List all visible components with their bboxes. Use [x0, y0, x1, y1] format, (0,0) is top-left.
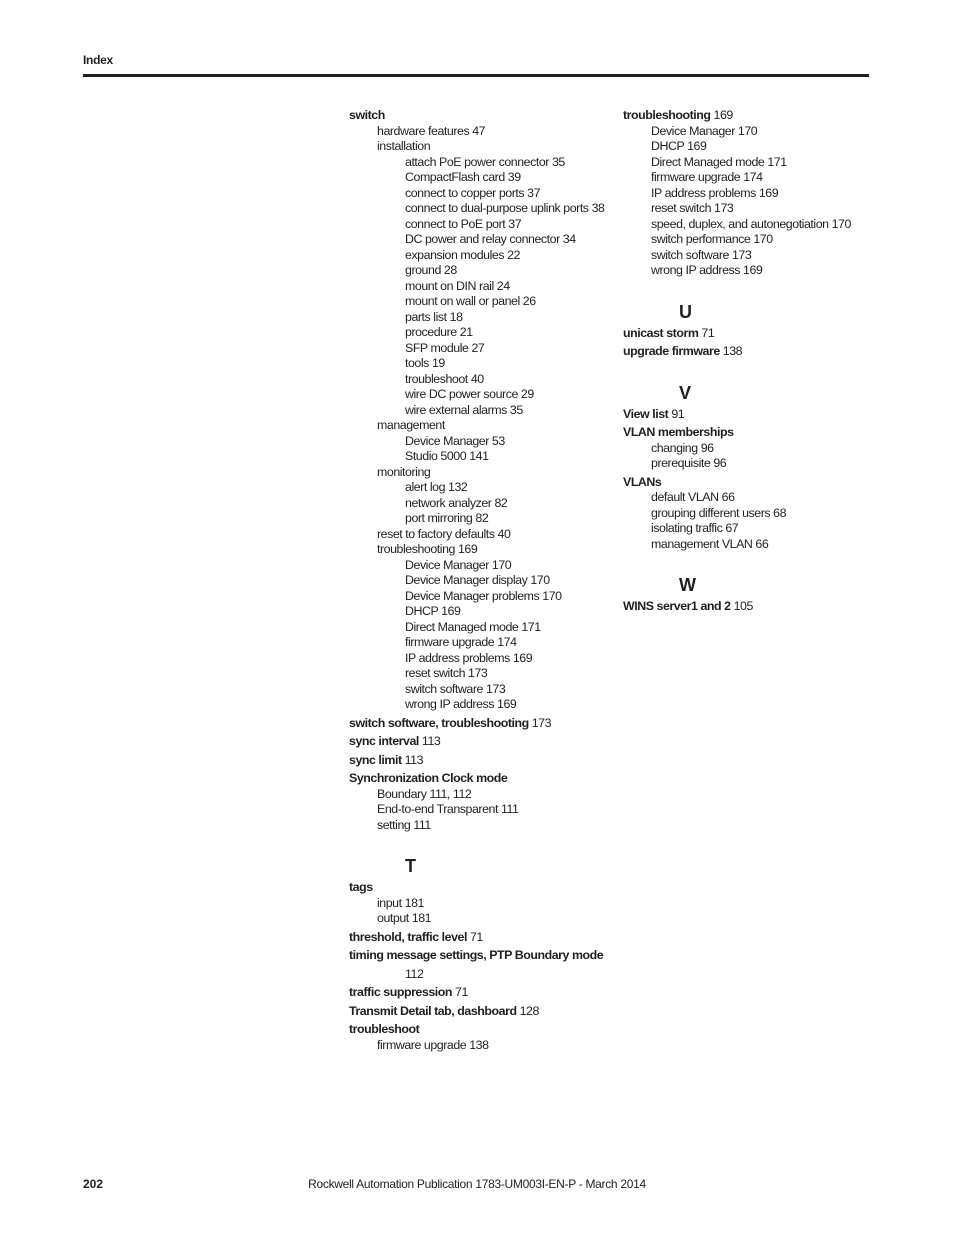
- index-term: traffic suppression: [349, 985, 452, 999]
- index-term: switch software, troubleshooting: [349, 715, 529, 730]
- index-subentry: [349, 896, 619, 912]
- index-term: grouping different users: [651, 505, 771, 520]
- index-subentry: [349, 449, 619, 465]
- index-page-ref[interactable]: 68: [773, 505, 787, 520]
- index-term: VLANs: [623, 474, 662, 489]
- index-subentry: [349, 787, 619, 803]
- index-term: speed, duplex, and autonegotiation: [651, 216, 829, 231]
- index-entry: [623, 599, 893, 615]
- index-page-ref[interactable]: 35: [509, 402, 523, 417]
- index-term: DHCP: [651, 139, 685, 153]
- index-term: Direct Managed mode: [651, 154, 765, 169]
- section-letter: T: [405, 856, 416, 876]
- index-page-ref[interactable]: 35: [551, 154, 565, 169]
- index-entry: [349, 930, 619, 946]
- index-page-ref[interactable]: 40: [470, 371, 484, 386]
- index-entry: [623, 475, 893, 491]
- index-term: firmware upgrade: [405, 635, 495, 649]
- index-subentry: [349, 201, 619, 217]
- index-subentry: [349, 341, 619, 357]
- index-term: wire external alarms: [405, 402, 507, 417]
- index-term: troubleshoot: [405, 371, 468, 386]
- index-subentry: [349, 263, 619, 279]
- index-subentry: [349, 356, 619, 372]
- index-entry: [349, 734, 619, 750]
- index-entry: [349, 880, 619, 896]
- index-entry: [349, 771, 619, 787]
- index-subentry: [349, 635, 619, 651]
- index-subentry: [349, 818, 619, 834]
- index-term: wrong IP address: [405, 697, 494, 711]
- index-page-ref[interactable]: 40: [497, 526, 511, 541]
- index-page-ref[interactable]: 66: [755, 536, 769, 551]
- index-subentry: [623, 537, 893, 553]
- index-entry: [349, 753, 619, 769]
- index-page-ref[interactable]: 21: [459, 325, 473, 339]
- index-term: IP address problems: [651, 185, 756, 200]
- index-term: monitoring: [377, 464, 431, 479]
- index-entry: [623, 326, 893, 342]
- index-term: upgrade firmware: [623, 344, 720, 358]
- index-page-ref[interactable]: 113: [421, 734, 441, 748]
- index-subentry: [349, 139, 619, 155]
- index-subentry: [623, 506, 893, 522]
- index-column-left: [349, 108, 619, 1053]
- index-entry: [349, 1004, 619, 1020]
- index-subentry: [623, 248, 893, 264]
- index-term: mount on wall or panel: [405, 294, 520, 308]
- index-term: Boundary: [377, 786, 427, 801]
- index-page-ref[interactable]: 169: [497, 697, 517, 711]
- page-number: 202: [83, 1177, 104, 1191]
- index-term: expansion modules: [405, 247, 505, 262]
- index-term: firmware upgrade: [377, 1037, 467, 1052]
- index-entry: [349, 985, 619, 1001]
- index-term: alert log: [405, 480, 446, 494]
- index-subentry: [349, 542, 619, 558]
- index-page-ref[interactable]: 173: [531, 715, 552, 730]
- index-term: default VLAN: [651, 490, 719, 504]
- index-subentry: [349, 434, 619, 450]
- index-subentry: [349, 697, 619, 713]
- publication-info: Rockwell Automation Publication 1783-UM003I-EN-P - March 2014: [308, 1177, 646, 1191]
- index-page-ref[interactable]: 67: [725, 521, 739, 535]
- index-page-ref[interactable]: 141: [469, 449, 489, 463]
- index-subentry: [349, 403, 619, 419]
- index-page-ref[interactable]: 171: [767, 154, 787, 169]
- index-page-ref[interactable]: 169: [512, 650, 533, 665]
- index-page-ref[interactable]: 71: [455, 985, 468, 999]
- index-entry: [349, 948, 619, 964]
- index-page-ref[interactable]: 111, 112: [429, 786, 472, 801]
- index-term: wire DC power source: [405, 387, 518, 401]
- index-term: sync limit: [349, 752, 402, 767]
- index-term: VLAN memberships: [623, 425, 734, 439]
- index-page-ref[interactable]: 111: [500, 802, 519, 816]
- index-term: setting: [377, 817, 411, 832]
- index-subentry: [623, 441, 893, 457]
- index-term: attach PoE power connector: [405, 154, 549, 169]
- index-subentry: [349, 511, 619, 527]
- index-page-ref[interactable]: 181: [411, 911, 432, 925]
- index-term: switch: [349, 108, 385, 122]
- index-page-ref[interactable]: 28: [443, 263, 457, 277]
- index-page-ref[interactable]: 37: [508, 216, 522, 231]
- index-subentry: [349, 620, 619, 636]
- index-subentry: [349, 682, 619, 698]
- index-term: connect to dual-purpose uplink ports: [405, 201, 589, 215]
- index-term: SFP module: [405, 340, 469, 355]
- index-page-ref[interactable]: 53: [491, 433, 505, 448]
- index-page-ref[interactable]: 27: [471, 340, 485, 355]
- index-subentry: [349, 666, 619, 682]
- index-term: reset switch: [405, 666, 466, 680]
- index-page-ref[interactable]: 39: [507, 170, 521, 184]
- index-page-ref[interactable]: 170: [542, 588, 562, 603]
- index-subentry: [623, 124, 893, 140]
- index-subentry: [623, 217, 893, 233]
- section-letter: W: [679, 575, 696, 595]
- index-term: DC power and relay connector: [405, 232, 560, 246]
- index-page-ref[interactable]: 174: [743, 170, 763, 184]
- index-entry: [349, 1022, 619, 1038]
- index-subentry: [623, 456, 893, 472]
- index-page-ref[interactable]: 26: [522, 294, 536, 308]
- index-term: Device Manager: [651, 123, 735, 138]
- index-subentry: [349, 232, 619, 248]
- index-term: network analyzer: [405, 495, 492, 510]
- index-term: isolating traffic: [651, 521, 723, 535]
- index-term: Device Manager: [405, 557, 489, 572]
- index-term: troubleshoot: [349, 1022, 420, 1036]
- index-term: parts list: [405, 309, 447, 324]
- index-subentry: [349, 604, 619, 620]
- index-term: connect to PoE port: [405, 216, 506, 231]
- index-term: reset to factory defaults: [377, 526, 495, 541]
- index-entry: [623, 344, 893, 360]
- index-term: Device Manager display: [405, 573, 528, 587]
- index-term: End-to-end Transparent: [377, 802, 498, 816]
- index-subentry: [349, 217, 619, 233]
- index-page-ref[interactable]: 66: [721, 490, 735, 504]
- index-page-ref[interactable]: 24: [496, 278, 510, 293]
- index-term: Device Manager problems: [405, 588, 540, 603]
- index-subentry: [349, 325, 619, 341]
- index-subentry: [349, 310, 619, 326]
- index-page-ref[interactable]: 71: [469, 929, 483, 944]
- index-page-ref[interactable]: 113: [404, 752, 424, 767]
- index-page-ref[interactable]: 38: [591, 201, 605, 215]
- index-term: CompactFlash card: [405, 170, 505, 184]
- index-page-ref[interactable]: 91: [671, 406, 685, 421]
- index-subentry: [623, 490, 893, 506]
- section-letter: V: [679, 382, 692, 403]
- index-subentry: [349, 527, 619, 543]
- index-subentry: [349, 1038, 619, 1054]
- index-subentry: [349, 279, 619, 295]
- index-term: WINS server1 and 2: [623, 599, 731, 613]
- index-term: hardware features: [377, 123, 470, 138]
- index-subentry: [623, 139, 893, 155]
- index-subentry: [349, 465, 619, 481]
- index-term: port mirroring: [405, 511, 473, 525]
- index-page-ref[interactable]: 170: [753, 232, 773, 246]
- index-term: troubleshooting: [377, 542, 455, 556]
- index-term: DHCP: [405, 604, 439, 618]
- index-term: connect to copper ports: [405, 185, 525, 200]
- index-page-ref[interactable]: 47: [472, 123, 486, 138]
- index-page-ref[interactable]: 173: [468, 666, 488, 680]
- index-term: firmware upgrade: [651, 170, 741, 184]
- section-letter: U: [679, 301, 692, 322]
- index-subentry: [623, 521, 893, 537]
- index-entry: [623, 108, 893, 124]
- index-subentry: [349, 170, 619, 186]
- index-page-ref[interactable]: 169: [457, 542, 478, 556]
- index-subentry: [349, 248, 619, 264]
- index-page-ref[interactable]: 170: [737, 123, 758, 138]
- index-subentry: [349, 294, 619, 310]
- index-page-ref[interactable]: 173: [731, 247, 752, 262]
- index-subentry: [349, 573, 619, 589]
- index-page-ref[interactable]: 170: [831, 216, 851, 231]
- index-page-ref[interactable]: 96: [700, 440, 714, 455]
- header-rule: [83, 74, 869, 77]
- index-page-ref[interactable]: 128: [519, 1003, 539, 1018]
- index-subentry: [349, 911, 619, 927]
- index-term: ground: [405, 263, 441, 277]
- index-page-ref[interactable]: 169: [713, 108, 733, 122]
- index-term: prerequisite: [651, 456, 711, 470]
- index-entry: [349, 716, 619, 732]
- index-subentry: [623, 232, 893, 248]
- index-term: installation: [377, 139, 431, 153]
- index-term: timing message settings, PTP Boundary mode: [349, 948, 604, 962]
- index-term: changing: [651, 440, 698, 455]
- index-term: input: [377, 895, 402, 910]
- index-page-ref[interactable]: 29: [520, 387, 534, 401]
- index-page-ref[interactable]: 82: [494, 495, 508, 510]
- index-term: IP address problems: [405, 650, 510, 665]
- index-page-ref[interactable]: 71: [701, 325, 715, 340]
- index-term: Transmit Detail tab, dashboard: [349, 1003, 517, 1018]
- index-term: unicast storm: [623, 325, 699, 340]
- index-page-ref[interactable]: 173: [714, 201, 734, 215]
- page-header-label: Index: [83, 53, 113, 67]
- index-term: wrong IP address: [651, 263, 740, 277]
- index-subentry: [623, 201, 893, 217]
- index-page-ref[interactable]: 181: [404, 895, 424, 910]
- index-subentry: [349, 589, 619, 605]
- index-page-ref[interactable]: 132: [448, 480, 468, 494]
- index-subentry: [349, 558, 619, 574]
- index-subentry: [349, 372, 619, 388]
- index-subentry: [623, 186, 893, 202]
- index-subentry: [349, 496, 619, 512]
- index-subentry: [349, 124, 619, 140]
- index-subentry: [623, 263, 893, 279]
- index-subentry: [623, 155, 893, 171]
- index-page-ref[interactable]: 169: [743, 263, 763, 277]
- index-subentry: [349, 418, 619, 434]
- index-term: troubleshooting: [623, 108, 711, 122]
- index-page-ref[interactable]: 138: [469, 1037, 489, 1052]
- index-continuation: 112: [405, 966, 424, 981]
- index-page-ref[interactable]: 170: [491, 557, 512, 572]
- index-page-ref[interactable]: 105: [733, 599, 753, 613]
- index-term: switch software: [651, 247, 729, 262]
- index-page-ref[interactable]: 169: [687, 139, 707, 153]
- index-column-right: [623, 108, 893, 615]
- index-term: tools: [405, 356, 429, 370]
- index-term: View list: [623, 406, 669, 421]
- index-page-ref[interactable]: 138: [722, 344, 743, 358]
- index-page-ref[interactable]: 171: [521, 619, 541, 634]
- index-page-ref[interactable]: 169: [758, 185, 779, 200]
- index-term: management VLAN: [651, 536, 753, 551]
- index-page-ref[interactable]: 82: [475, 511, 489, 525]
- index-term: threshold, traffic level: [349, 929, 467, 944]
- index-term: sync interval: [349, 734, 419, 748]
- index-page-ref[interactable]: 173: [485, 681, 506, 696]
- index-page-ref[interactable]: 170: [530, 573, 550, 587]
- index-page-ref[interactable]: 174: [497, 635, 517, 649]
- index-term: switch performance: [651, 232, 751, 246]
- index-term: Synchronization Clock mode: [349, 771, 508, 785]
- index-page-ref[interactable]: 22: [507, 247, 521, 262]
- index-term: Studio 5000: [405, 449, 467, 463]
- index-page-ref[interactable]: 111: [413, 817, 431, 832]
- index-term: switch software: [405, 681, 483, 696]
- index-entry: [349, 108, 619, 124]
- index-subentry: [349, 186, 619, 202]
- index-term: tags: [349, 880, 373, 894]
- index-term: Direct Managed mode: [405, 619, 519, 634]
- index-page-ref[interactable]: 34: [562, 232, 576, 246]
- index-subentry: [349, 802, 619, 818]
- index-term: mount on DIN rail: [405, 278, 494, 293]
- index-subentry: [349, 480, 619, 496]
- index-term: output: [377, 911, 409, 925]
- index-subentry: [349, 155, 619, 171]
- index-page-ref[interactable]: 19: [431, 356, 445, 370]
- index-entry: [623, 407, 893, 423]
- index-page-ref[interactable]: 96: [713, 456, 727, 470]
- index-term: procedure: [405, 325, 457, 339]
- index-page-ref[interactable]: 37: [527, 185, 541, 200]
- index-term: Device Manager: [405, 433, 489, 448]
- index-subentry: [349, 387, 619, 403]
- index-term: reset switch: [651, 201, 712, 215]
- index-page-ref[interactable]: 18: [449, 309, 463, 324]
- index-subentry: [623, 170, 893, 186]
- index-page-ref[interactable]: 169: [441, 604, 461, 618]
- index-term: management: [377, 418, 445, 432]
- index-subentry: [349, 651, 619, 667]
- index-entry: [623, 425, 893, 441]
